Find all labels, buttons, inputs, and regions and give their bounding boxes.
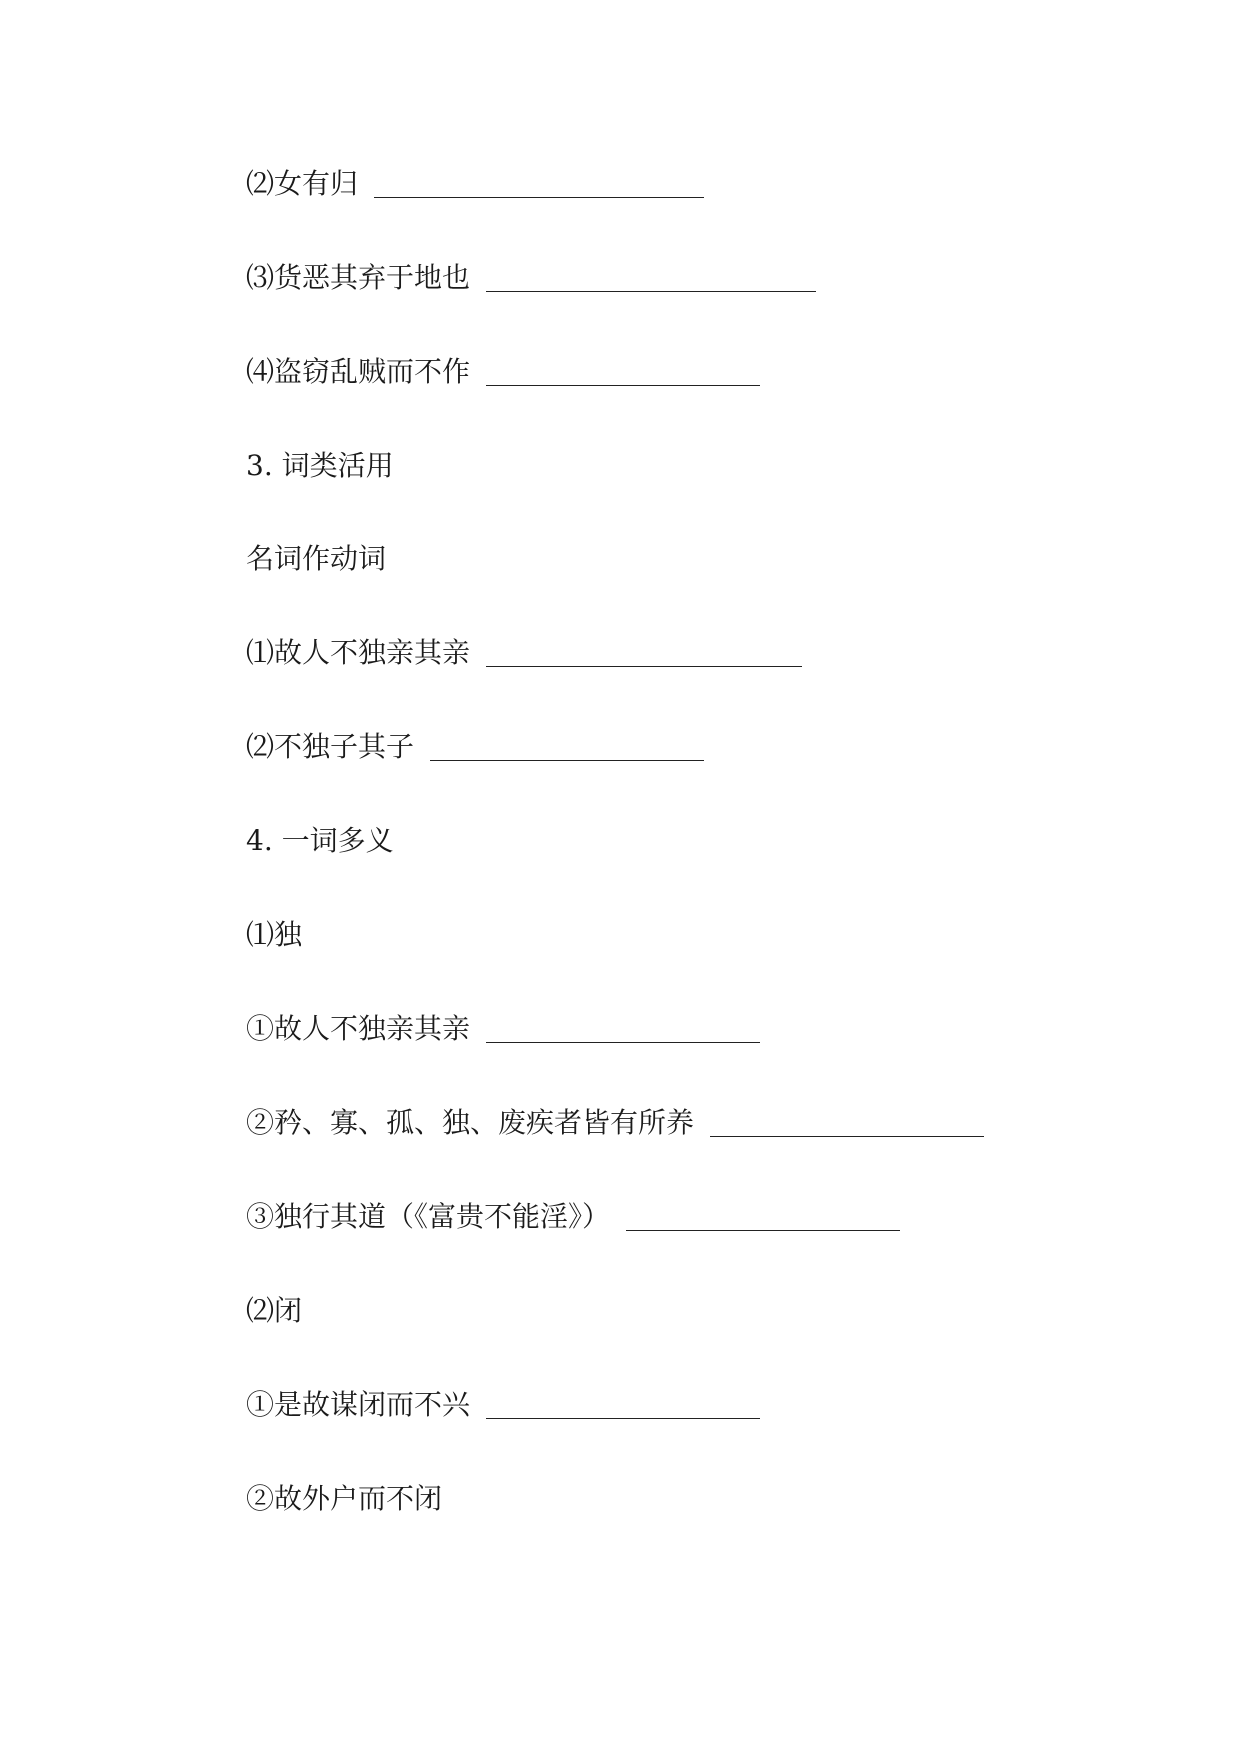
answer-blank[interactable] <box>486 640 802 667</box>
item-line <box>246 1197 900 1237</box>
item-line <box>246 727 704 767</box>
item-text: ⑴故人不独亲其亲 <box>246 636 471 669</box>
subsection-heading <box>246 915 302 955</box>
section-heading <box>246 821 394 861</box>
item-line <box>246 164 704 204</box>
answer-blank[interactable] <box>430 734 704 761</box>
item-text: ⑵不独子其子 <box>246 730 415 763</box>
item-line <box>246 1479 442 1519</box>
item-text: ⑶货恶其弃于地也 <box>246 261 471 294</box>
item-line <box>246 352 760 392</box>
answer-blank[interactable] <box>374 171 704 198</box>
item-line <box>246 258 816 298</box>
item-text: ⑵女有归 <box>246 167 359 200</box>
answer-blank[interactable] <box>626 1204 900 1231</box>
heading-text: ⑵闭 <box>246 1294 303 1327</box>
item-line <box>246 1009 760 1049</box>
item-text: ①是故谋闭而不兴 <box>246 1388 471 1421</box>
item-text: ①故人不独亲其亲 <box>246 1012 471 1045</box>
answer-blank[interactable] <box>486 359 760 386</box>
item-line <box>246 1103 984 1143</box>
answer-blank[interactable] <box>710 1110 984 1137</box>
item-text: ⑷盗窃乱贼而不作 <box>246 355 471 388</box>
answer-blank[interactable] <box>486 1392 760 1419</box>
item-text: ③独行其道（《富贵不能淫》） <box>246 1200 611 1233</box>
item-line <box>246 1385 760 1425</box>
subsection-heading <box>246 1291 302 1331</box>
heading-text: 名词作动词 <box>246 542 387 575</box>
heading-text: 4. 一词多义 <box>246 824 394 857</box>
heading-text: 3. 词类活用 <box>246 449 394 482</box>
item-line <box>246 633 802 673</box>
answer-blank[interactable] <box>486 1016 760 1043</box>
answer-blank[interactable] <box>486 265 816 292</box>
item-text: ②故外户而不闭 <box>246 1482 443 1515</box>
section-heading <box>246 446 394 486</box>
item-text: ②矜、寡、孤、独、废疾者皆有所养 <box>246 1106 695 1139</box>
heading-text: ⑴独 <box>246 918 303 951</box>
subsection-heading <box>246 539 386 579</box>
